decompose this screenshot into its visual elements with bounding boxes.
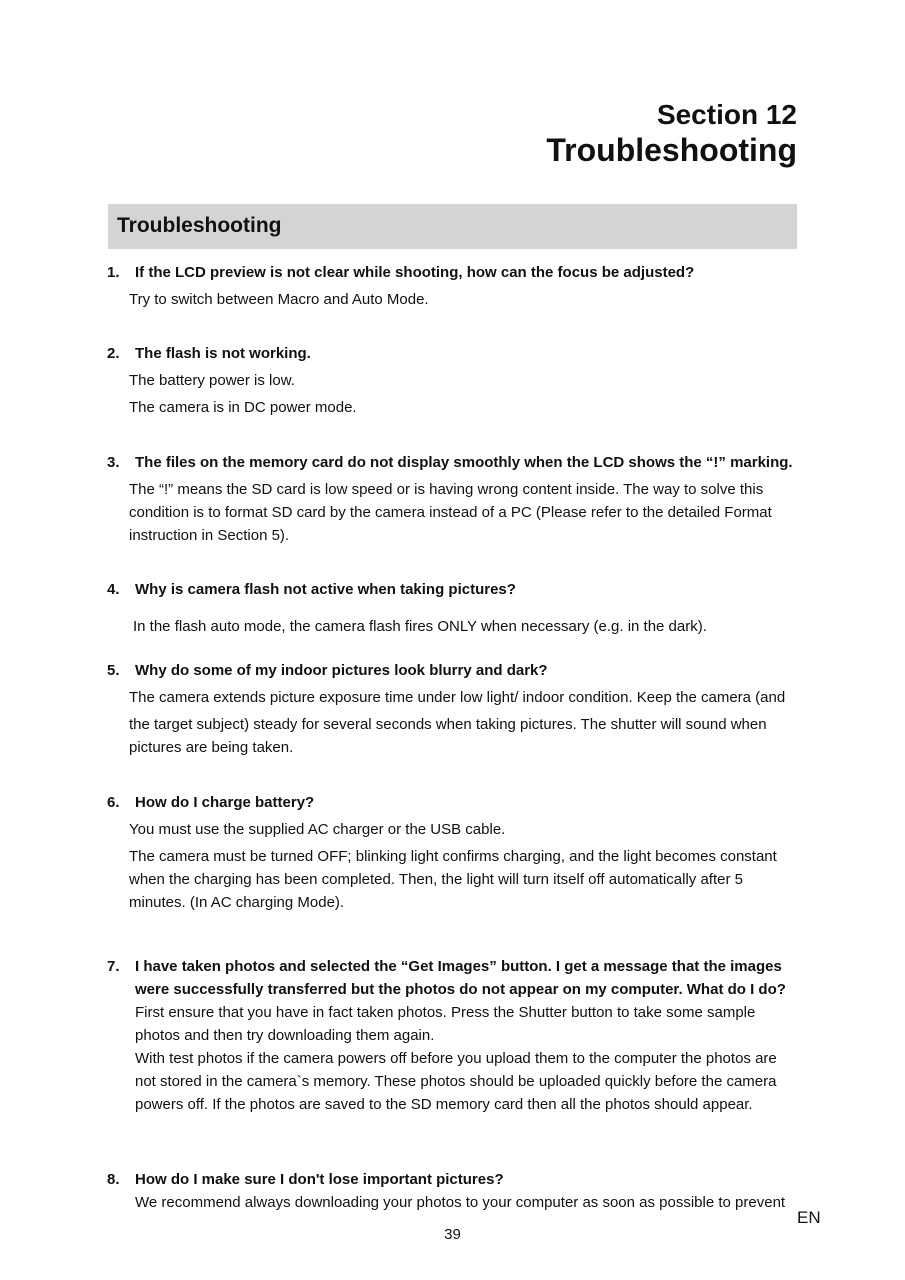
faq-answer: With test photos if the camera powers off before you upload them to the computer the photos are not stored in the camera`s memory. These photos should be uploaded quickly before the camera powers off. If the photos are saved to the SD memory card then all the photos should appear. (135, 1050, 777, 1113)
faq-question-text: I have taken photos and selected the “Get Images” button. I get a message that the images were successfully transferred but the photos do not appear on my computer. What do I do? (135, 958, 786, 998)
faq-question (107, 1168, 807, 1191)
faq-answer: Try to switch between Macro and Auto Mode. (129, 291, 429, 308)
faq-question-text: How do I charge battery? (135, 794, 315, 811)
faq-answer: We recommend always downloading your photos to your computer as soon as possible to prevent (135, 1194, 786, 1211)
faq-question (107, 451, 807, 474)
faq-number: 6. (107, 794, 120, 811)
faq-question-text: Why do some of my indoor pictures look blurry and dark? (135, 662, 548, 679)
language-label: EN (797, 1208, 821, 1227)
faq-question-text: The files on the memory card do not display smoothly when the LCD shows the “!” marking. (135, 454, 793, 471)
faq-item-4 (107, 578, 807, 638)
faq-question-text: Why is camera flash not active when taking pictures? (135, 581, 516, 598)
page-number: 39 (444, 1226, 461, 1243)
faq-question (107, 791, 807, 814)
faq-answer: First ensure that you have in fact taken photos. Press the Shutter button to take some sample photos and then try downloading them again. (135, 1004, 756, 1044)
faq-item-1 (107, 261, 807, 311)
section-title: Troubleshooting (546, 132, 797, 168)
faq-number: 1. (107, 264, 120, 281)
faq-question (107, 955, 797, 1001)
faq-answer: In the flash auto mode, the camera flash fires ONLY when necessary (e.g. in the dark). (133, 618, 707, 635)
faq-number: 4. (107, 581, 120, 598)
faq-item-8 (107, 1168, 807, 1214)
faq-question (107, 659, 807, 682)
faq-answer: The “!” means the SD card is low speed or is having wrong content inside. The way to solve this condition is to format SD card by the camera instead of a PC (Please refer to the detailed Format instruction in Section 5). (129, 481, 772, 544)
faq-question (107, 578, 807, 601)
faq-question (107, 342, 807, 365)
faq-number: 5. (107, 662, 120, 679)
faq-number: 3. (107, 454, 120, 471)
faq-answer: The camera must be turned OFF; blinking light confirms charging, and the light becomes constant when the charging has been completed. Then, the light will turn itself off automatically after 5 minutes. (In AC charging Mode). (129, 848, 777, 911)
faq-item-5 (107, 659, 807, 759)
section-number: Section 12 (656, 99, 797, 130)
faq-question (107, 261, 807, 284)
faq-item-2 (107, 342, 807, 419)
faq-question-text: If the LCD preview is not clear while shooting, how can the focus be adjusted? (135, 264, 695, 281)
faq-number: 2. (107, 345, 120, 362)
faq-answer: the target subject) steady for several seconds when taking pictures. The shutter will sound when pictures are being taken. (129, 716, 767, 756)
faq-item-7 (107, 955, 807, 1116)
faq-answer: You must use the supplied AC charger or the USB cable. (129, 821, 506, 838)
faq-answer: The camera is in DC power mode. (129, 399, 357, 416)
faq-question-text: The flash is not working. (135, 345, 311, 362)
section-banner (108, 204, 797, 249)
faq-item-6 (107, 791, 807, 914)
faq-question-text: How do I make sure I don't lose important pictures? (135, 1171, 504, 1188)
faq-answer: The battery power is low. (129, 372, 295, 389)
faq-number: 8. (107, 1171, 120, 1188)
faq-answer: The camera extends picture exposure time under low light/ indoor condition. Keep the camera (and (129, 689, 786, 706)
faq-number: 7. (107, 958, 120, 975)
banner-title: Troubleshooting (117, 214, 282, 237)
faq-item-3 (107, 451, 807, 547)
